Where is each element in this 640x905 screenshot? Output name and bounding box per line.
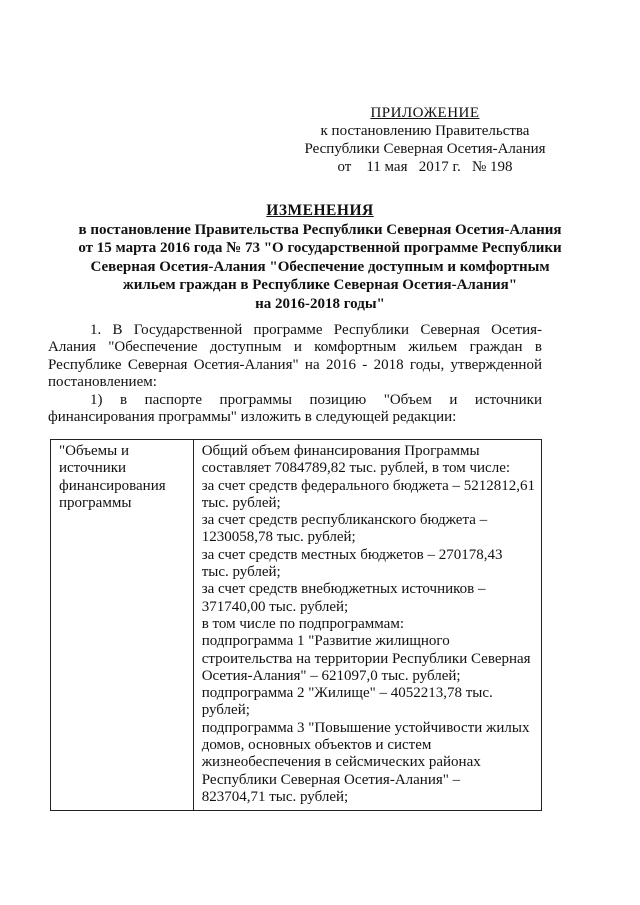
value-line: подпрограмма 2 "Жилище" – 4052213,78 тыс.: [201, 685, 493, 702]
value-line: за счет средств внебюджетных источников –: [201, 581, 486, 598]
value-line: за счет средств республиканского бюджета –: [201, 512, 488, 529]
appendix-block: [290, 104, 560, 176]
table-label-cell: [51, 440, 194, 811]
table-value-cell: [193, 440, 541, 811]
value-line: домов, основных объектов и систем: [201, 737, 432, 754]
changes-title: ИЗМЕНЕНИЯ: [266, 202, 374, 219]
value-line: тыс. рублей;: [201, 494, 281, 511]
label-line: программы: [59, 494, 132, 511]
changes-line-5: на 2016-2018 годы": [255, 295, 385, 312]
value-line: 1230058,78 тыс. рублей;: [201, 529, 356, 546]
financing-table: [50, 439, 542, 811]
value-line: рублей;: [201, 702, 250, 719]
value-line: жизнеобеспечения в сейсмических районах: [201, 754, 481, 771]
value-line: тыс. рублей;: [201, 564, 281, 581]
value-line: подпрограмма 3 "Повышение устойчивости жилых: [201, 719, 530, 736]
changes-line-1: в постановление Правительства Республики Северная Осетия-Алания: [78, 221, 562, 238]
value-line: Республики Северная Осетия-Алания" –: [201, 771, 461, 788]
changes-heading-block: [40, 202, 600, 313]
value-line: 823704,71 тыс. рублей;: [201, 788, 349, 805]
appendix-line-1: к постановлению Правительства: [320, 123, 530, 139]
appendix-date-line: [290, 158, 560, 176]
table-row: [51, 440, 542, 811]
value-line: Общий объем финансирования Программы: [201, 443, 480, 459]
value-line: в том числе по подпрограммам:: [201, 615, 404, 632]
paragraph-1: 1. В Государственной программе Республики Северная Осетия-Алания "Обеспечение доступным и комфортным жильем граждан в Республике Северная Осетия-Алания" на 2016 - 2018 годы, утвержденной постановлением:: [48, 322, 542, 391]
value-line: за счет средств местных бюджетов – 270178,43: [201, 546, 503, 563]
value-line: составляет 7084789,82 тыс. рублей, в том числе:: [201, 460, 511, 477]
label-line: "Объемы и источники: [59, 443, 129, 477]
appendix-line-2: Республики Северная Осетия-Алания: [304, 141, 546, 157]
appendix-heading: ПРИЛОЖЕНИЕ: [370, 105, 480, 121]
appendix-number: № 198: [471, 159, 513, 175]
appendix-from: от: [337, 159, 352, 175]
value-line: подпрограмма 1 "Развитие жилищного: [201, 633, 450, 650]
paragraph-2: 1) в паспорте программы позицию "Объем и источники финансирования программы" изложить в следующей редакции:: [48, 391, 542, 426]
value-line: строительства на территории Республики Северная: [201, 650, 531, 667]
value-line: Осетия-Алания" – 621097,0 тыс. рублей;: [201, 667, 461, 684]
value-line: 371740,00 тыс. рублей;: [201, 598, 349, 615]
label-line: финансирования: [59, 477, 166, 494]
value-line: за счет средств федерального бюджета – 5212812,61: [201, 477, 535, 494]
changes-line-3: Северная Осетия-Алания "Обеспечение доступным и комфортным: [90, 258, 550, 275]
changes-line-2: от 15 марта 2016 года № 73 "О государственной программе Республики: [78, 240, 562, 256]
appendix-date: 11 мая 2017 г.: [366, 159, 461, 175]
body-text: [48, 322, 542, 426]
changes-line-4: жильем граждан в Республике Северная Осетия-Алания": [122, 277, 518, 293]
